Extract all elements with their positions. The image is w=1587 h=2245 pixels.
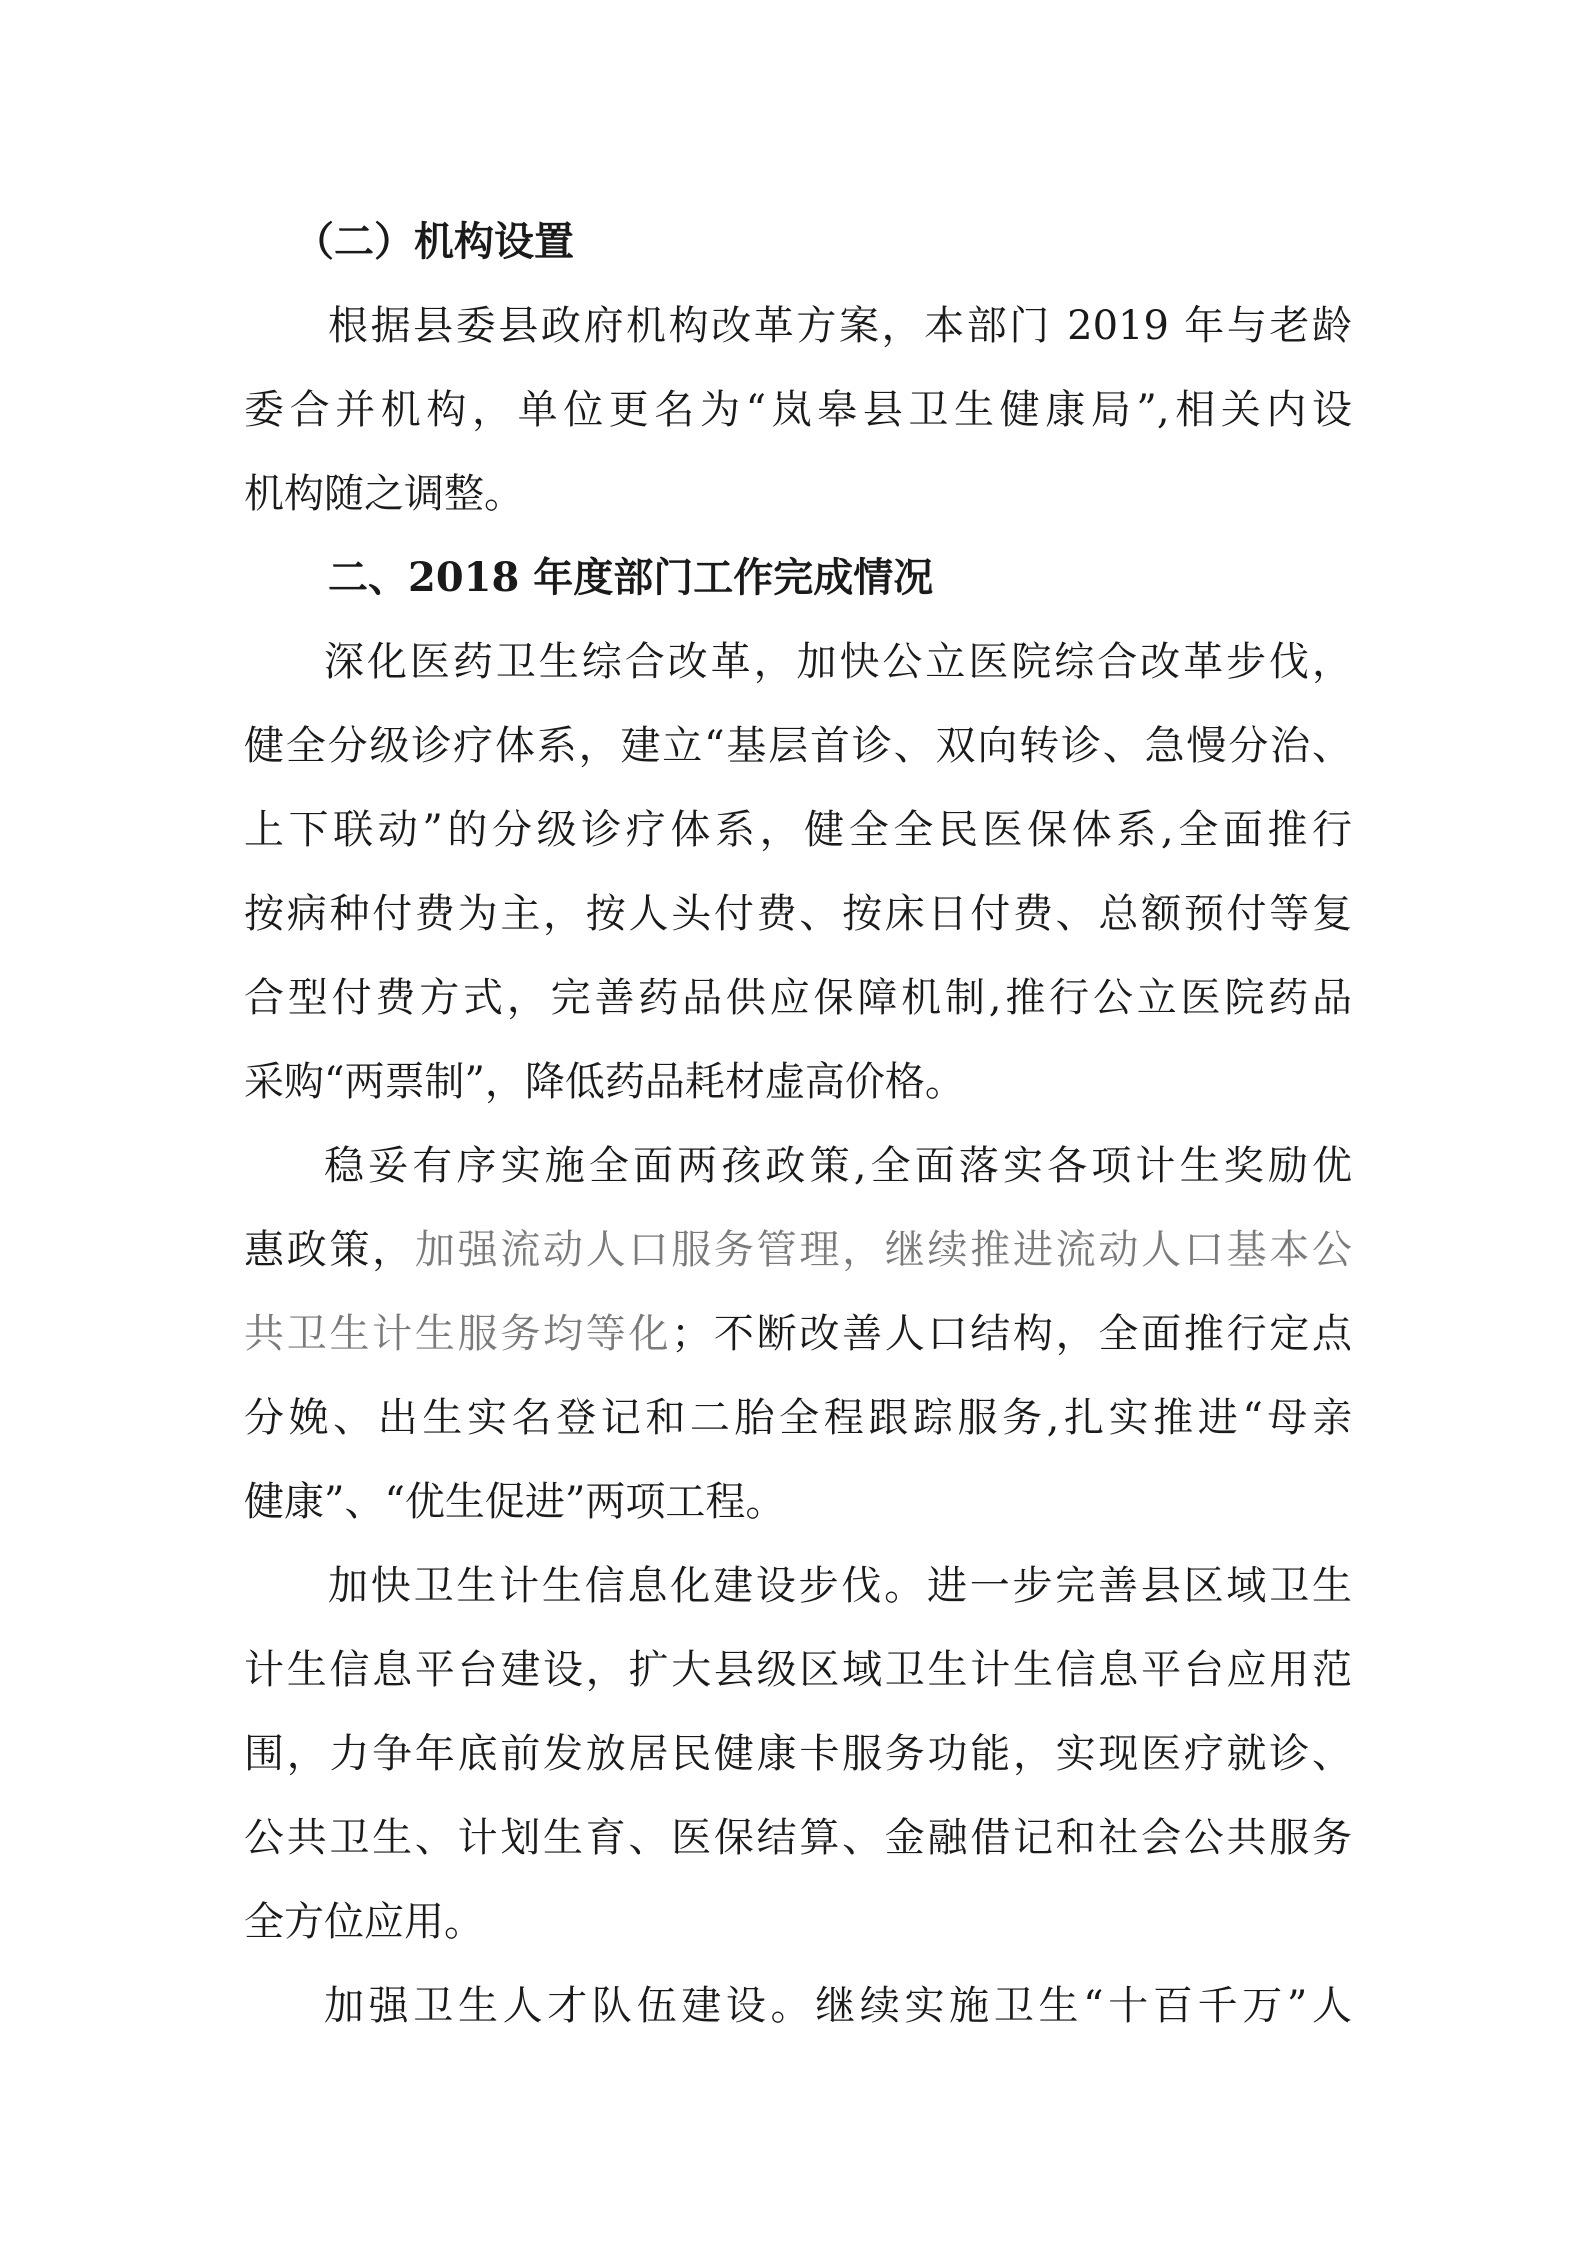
grey-text-run: 共卫生计生服务均等化 <box>244 1311 672 1357</box>
paragraph-line: 委合并机构，单位更名为“岚皋县卫生健康局”,相关内设 <box>244 387 1352 433</box>
paragraph-line: 围，力争年底前发放居民健康卡服务功能，实现医疗就诊、 <box>244 1731 1352 1777</box>
paragraph-line: 加强卫生人才队伍建设。继续实施卫生“十百千万”人 <box>324 1983 1352 2029</box>
paragraph-line: 根据县委县政府机构改革方案，本部门 2019 年与老龄 <box>328 303 1352 349</box>
paragraph-line: 上下联动”的分级诊疗体系，健全全民医保体系,全面推行 <box>244 807 1352 853</box>
section-heading-organization: （二）机构设置 <box>294 218 574 265</box>
document-body <box>244 200 1352 2048</box>
paragraph-line: 按病种付费为主，按人头付费、按床日付费、总额预付等复 <box>244 891 1352 937</box>
paragraph-line: 机构随之调整。 <box>244 471 524 517</box>
paragraph-line: 加快卫生计生信息化建设步伐。进一步完善县区域卫生 <box>328 1563 1352 1609</box>
paragraph-line <box>244 1292 1352 1376</box>
paragraph-line: 合型付费方式，完善药品供应保障机制,推行公立医院药品 <box>244 975 1352 1021</box>
text-run: ；不断改善人口结构，全面推行定点 <box>671 1311 1352 1357</box>
paragraph-line: 深化医药卫生综合改革，加快公立医院综合改革步伐， <box>324 639 1352 685</box>
grey-text-run: 加强流动人口服务管理，继续推进流动人口基本公 <box>414 1227 1352 1273</box>
paragraph-line <box>244 1208 1352 1292</box>
paragraph-line: 稳妥有序实施全面两孩政策,全面落实各项计生奖励优 <box>324 1143 1352 1189</box>
chapter-heading-work-completion: 二、2018 年度部门工作完成情况 <box>328 554 934 601</box>
paragraph-line: 全方位应用。 <box>244 1899 484 1945</box>
paragraph-line: 健康”、“优生促进”两项工程。 <box>244 1479 786 1525</box>
paragraph-line: 健全分级诊疗体系，建立“基层首诊、双向转诊、急慢分治、 <box>244 723 1352 769</box>
paragraph-line: 计生信息平台建设，扩大县级区域卫生计生信息平台应用范 <box>244 1647 1352 1693</box>
text-run: 惠政策， <box>244 1227 415 1273</box>
paragraph-line: 采购“两票制”，降低药品耗材虚高价格。 <box>244 1059 965 1105</box>
paragraph-line: 分娩、出生实名登记和二胎全程跟踪服务,扎实推进“母亲 <box>244 1395 1352 1441</box>
paragraph-line: 公共卫生、计划生育、医保结算、金融借记和社会公共服务 <box>244 1815 1352 1861</box>
